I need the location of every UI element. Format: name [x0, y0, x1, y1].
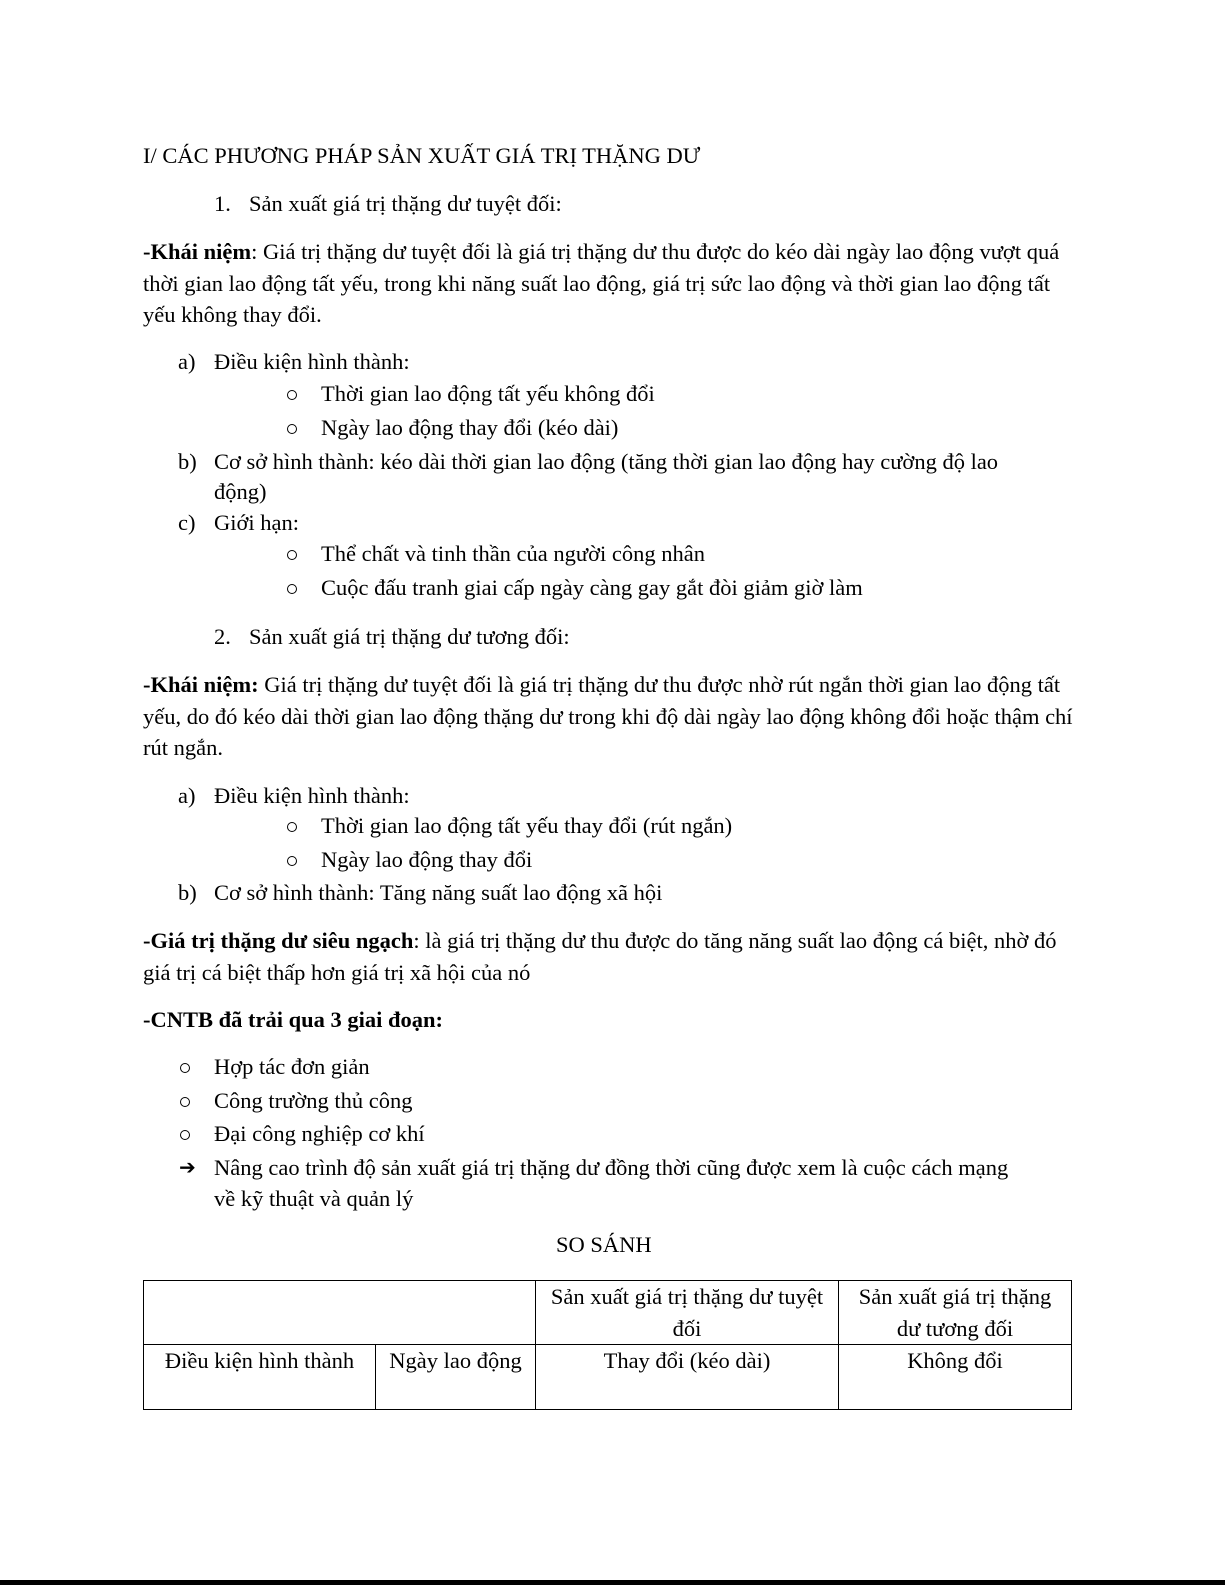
table-cell: Ngày lao động	[376, 1345, 536, 1410]
list-item-text: Điều kiện hình thành:	[214, 349, 410, 374]
concept-text: : Giá trị thặng dư tuyệt đối là giá trị thặng dư thu được do kéo dài ngày lao động vượt quá thời gian lao động tất yếu, trong khi năng suất lao động, giá trị sức lao động và thời gian lao động tất yếu không thay đổi.	[143, 239, 1060, 327]
section2-title: Sản xuất giá trị thặng dư tương đối:	[249, 624, 570, 649]
list-item-text: Điều kiện hình thành:	[214, 783, 410, 808]
compare-title: SO SÁNH	[556, 1232, 652, 1257]
table-cell: Thay đổi (kéo dài)	[536, 1345, 839, 1410]
surplus-label: -Giá trị thặng dư siêu ngạch	[143, 928, 414, 953]
cntb-heading-text: -CNTB đã trải qua 3 giai đoạn:	[143, 1007, 444, 1032]
list-marker: b)	[178, 880, 197, 905]
circle-bullet-icon	[180, 1130, 190, 1140]
table-header-row	[144, 1281, 1072, 1345]
section1-title: Sản xuất giá trị thặng dư tuyệt đối:	[249, 191, 562, 216]
circle-bullet-icon	[287, 584, 297, 594]
arrow-right-icon: ➔	[179, 1155, 196, 1179]
page-bottom-border	[0, 1580, 1225, 1585]
circle-bullet-icon	[287, 390, 297, 400]
circle-bullet-icon	[287, 856, 297, 866]
concept-label: -Khái niệm:	[143, 672, 259, 697]
table-header-cell: Sản xuất giá trị thặng dư tuyệt đối	[536, 1281, 839, 1345]
cntb-heading	[143, 1004, 443, 1036]
list-marker: b)	[178, 449, 197, 474]
circle-bullet-icon	[287, 550, 297, 560]
cntb-conclusion: Nâng cao trình độ sản xuất giá trị thặng dư đồng thời cũng được xem là cuộc cách mạng	[214, 1155, 1009, 1180]
surplus-text: : là giá trị thặng dư thu được do tăng năng suất lao động cá biệt, nhờ đó giá trị cá biệt thấp hơn giá trị xã hội của nó	[143, 928, 1057, 985]
list-marker: a)	[178, 349, 196, 374]
section1-number: 1.	[214, 191, 231, 216]
table-cell	[144, 1281, 536, 1345]
sub-list-item: Thời gian lao động tất yếu không đổi	[321, 381, 655, 406]
list-item-text: động)	[214, 479, 267, 504]
cntb-item: Công trường thủ công	[214, 1088, 413, 1113]
list-marker: a)	[178, 783, 196, 808]
table-row	[144, 1345, 1072, 1410]
concept-text: Giá trị thặng dư tuyệt đối là giá trị thặng dư thu được nhờ rút ngắn thời gian lao động tất yếu, do đó kéo dài thời gian lao động thặng dư trong khi độ dài ngày lao động không đổi hoặc thậm chí rút ngắn.	[143, 672, 1073, 760]
sub-list-item: Ngày lao động thay đổi	[321, 847, 533, 872]
sub-list-item: Cuộc đấu tranh giai cấp ngày càng gay gắt đòi giảm giờ làm	[321, 575, 863, 600]
table-cell: Không đổi	[839, 1345, 1072, 1410]
cntb-conclusion: về kỹ thuật và quản lý	[214, 1186, 414, 1211]
sub-list-item: Thời gian lao động tất yếu thay đổi (rút ngắn)	[321, 813, 733, 838]
list-item-text: Cơ sở hình thành: Tăng năng suất lao động xã hội	[214, 880, 663, 905]
page-heading: I/ CÁC PHƯƠNG PHÁP SẢN XUẤT GIÁ TRỊ THẶNG DƯ	[143, 143, 701, 168]
sub-list-item: Ngày lao động thay đổi (kéo dài)	[321, 415, 619, 440]
comparison-table	[143, 1280, 1072, 1410]
table-header-cell: Sản xuất giá trị thặng dư tương đối	[839, 1281, 1072, 1345]
circle-bullet-icon	[180, 1063, 190, 1073]
circle-bullet-icon	[180, 1097, 190, 1107]
sub-list-item: Thể chất và tinh thần của người công nhân	[321, 541, 705, 566]
section1-concept	[143, 236, 1078, 331]
surplus-paragraph	[143, 925, 1078, 988]
list-marker: c)	[178, 510, 196, 535]
concept-label: -Khái niệm	[143, 239, 252, 264]
cntb-item: Đại công nghiệp cơ khí	[214, 1121, 425, 1146]
circle-bullet-icon	[287, 424, 297, 434]
list-item-text: Cơ sở hình thành: kéo dài thời gian lao động (tăng thời gian lao động hay cường độ lao	[214, 449, 999, 474]
cntb-item: Hợp tác đơn giản	[214, 1054, 370, 1079]
section2-concept	[143, 669, 1078, 764]
circle-bullet-icon	[287, 822, 297, 832]
list-item-text: Giới hạn:	[214, 510, 300, 535]
section2-number: 2.	[214, 624, 231, 649]
table-cell: Điều kiện hình thành	[144, 1345, 376, 1410]
